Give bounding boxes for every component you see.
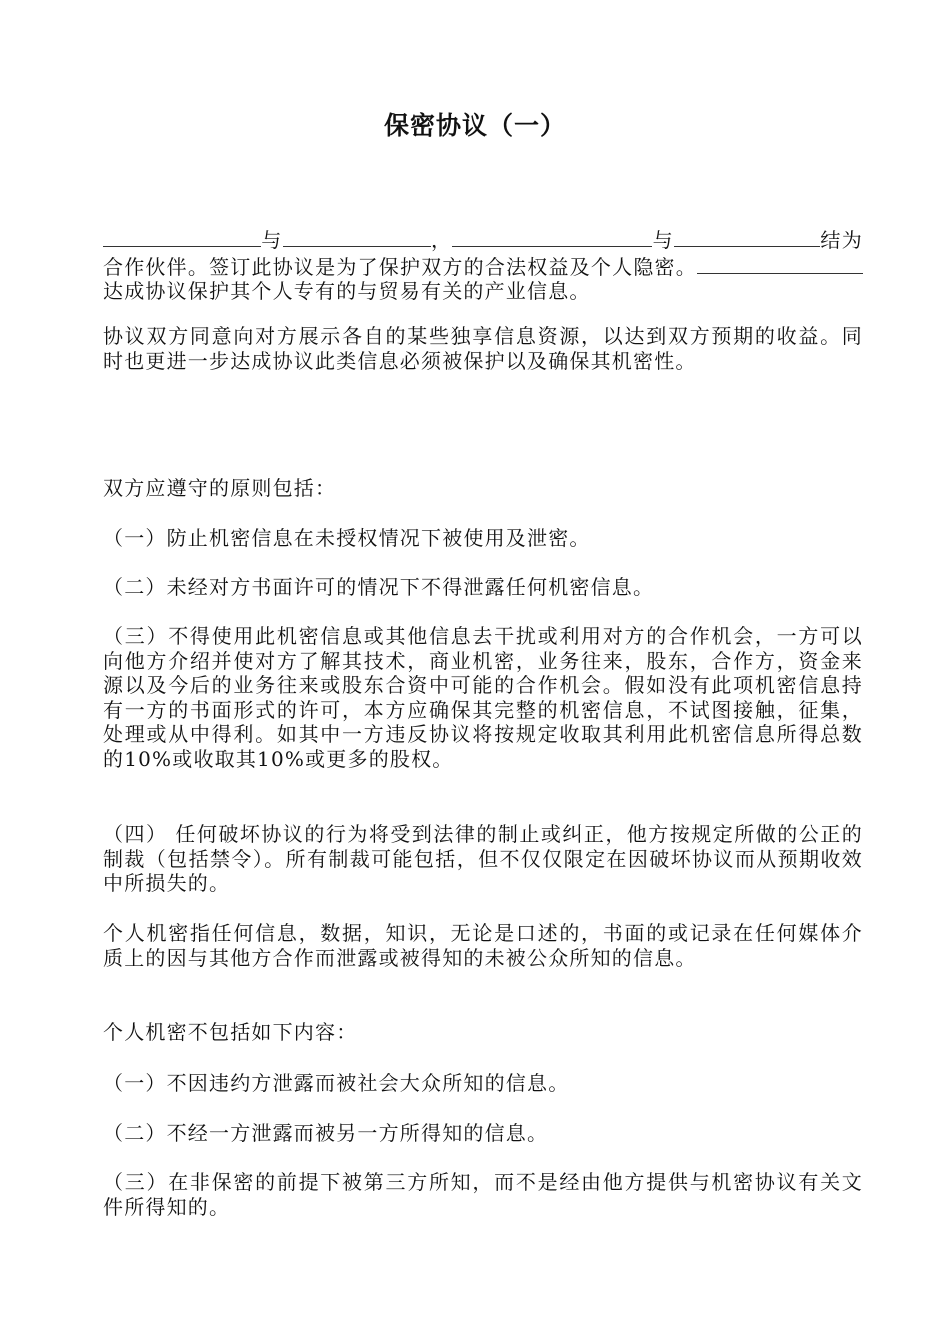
paragraph-mutual-agreement: 协议双方同意向对方展示各自的某些独享信息资源，以达到双方预期的收益。同时也更进一步达成协议此类信息必须被保护以及确保其机密性。 — [103, 324, 863, 373]
intro-paragraph — [103, 226, 863, 304]
intro-text-3: 与 — [652, 228, 675, 252]
blank-party-5 — [697, 253, 747, 274]
intro-text-5: 达成协议保护其个人专有的与贸易有关的产业信息。 — [103, 279, 591, 303]
document-title: 保密协议（一） — [383, 111, 566, 140]
blank-party-2 — [283, 226, 431, 247]
paragraph-principle-1: （一）防止机密信息在未授权情况下被使用及泄密。 — [103, 526, 591, 550]
paragraph-exclusions-heading: 个人机密不包括如下内容： — [103, 1020, 358, 1044]
paragraph-principle-4: （四） 任何破坏协议的行为将受到法律的制止或纠正，他方按规定所做的公正的制裁（包括禁令）。所有制裁可能包括，但不仅仅限定在因破坏协议而从预期收效中所损失的。 — [103, 822, 863, 895]
paragraph-confidential-definition: 个人机密指任何信息，数据，知识，无论是口述的，书面的或记录在任何媒体介质上的因与其他方合作而泄露或被得知的未被公众所知的信息。 — [103, 921, 863, 970]
paragraph-exclusion-3: （三）在非保密的前提下被第三方所知，而不是经由他方提供与机密协议有关文件所得知的。 — [103, 1170, 863, 1219]
intro-text-4: 结为合作伙伴。签订此协议是为了保护双方的合法权益及个人隐密。 — [103, 228, 864, 279]
intro-text-2: ， — [430, 228, 453, 252]
paragraph-principles-heading: 双方应遵守的原则包括： — [103, 476, 337, 500]
paragraph-principle-3: （三）不得使用此机密信息或其他信息去干扰或利用对方的合作机会，一方可以向他方介绍并使对方了解其技术，商业机密，业务往来，股东，合作方，资金来源以及今后的业务往来或股东合资中可能的合作机会。假如没有此项机密信息持有一方的书面形式的许可，本方应确保其完整的机密信息，不试图接触，征集，处理或从中得利。如其中一方违反协议将按规定收取其利用此机密信息所得总数的10%或收取其10%或更多的股权。 — [103, 624, 863, 771]
blank-party-3 — [452, 226, 652, 247]
blank-party-6 — [747, 253, 863, 274]
paragraph-exclusion-1: （一）不因违约方泄露而被社会大众所知的信息。 — [103, 1071, 570, 1095]
paragraph-exclusion-2: （二）不经一方泄露而被另一方所得知的信息。 — [103, 1121, 549, 1145]
intro-text-1: 与 — [261, 228, 283, 252]
blank-party-1 — [103, 226, 261, 247]
blank-party-4 — [674, 226, 820, 247]
paragraph-principle-2: （二）未经对方书面许可的情况下不得泄露任何机密信息。 — [103, 575, 655, 599]
